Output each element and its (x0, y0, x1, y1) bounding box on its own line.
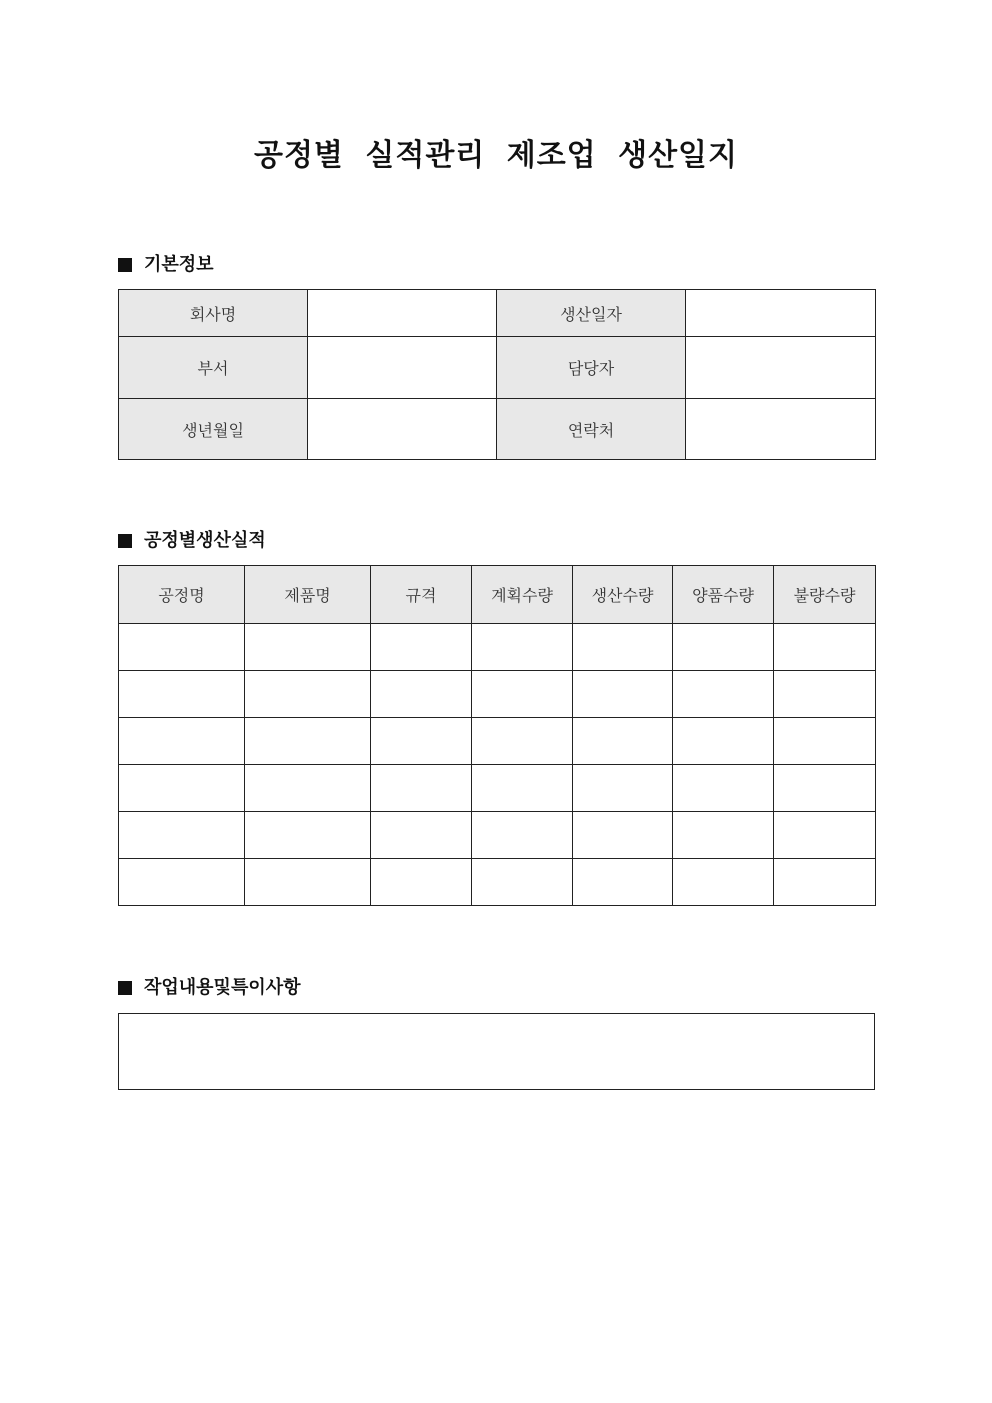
table-cell[interactable] (573, 624, 673, 671)
notes-textbox[interactable] (118, 1013, 875, 1090)
table-cell[interactable] (245, 812, 371, 859)
notes-heading (118, 976, 301, 1000)
table-cell[interactable] (472, 859, 573, 906)
column-header-process: 공정명 (119, 566, 245, 624)
table-row (119, 812, 876, 859)
table-cell[interactable] (573, 718, 673, 765)
table-cell[interactable] (472, 765, 573, 812)
square-bullet-icon (118, 258, 132, 272)
table-cell[interactable] (371, 624, 472, 671)
column-header-product: 제품명 (245, 566, 371, 624)
contact-field[interactable] (686, 399, 876, 460)
table-cell[interactable] (673, 765, 774, 812)
basic-info-row (119, 337, 876, 399)
column-header-defect-qty: 불량수량 (774, 566, 876, 624)
table-cell[interactable] (774, 765, 876, 812)
table-cell[interactable] (245, 624, 371, 671)
table-cell[interactable] (371, 859, 472, 906)
square-bullet-icon (118, 534, 132, 548)
production-heading (118, 529, 266, 553)
column-header-planned-qty: 계획수량 (472, 566, 573, 624)
table-cell[interactable] (673, 624, 774, 671)
column-header-produced-qty: 생산수량 (573, 566, 673, 624)
table-cell[interactable] (774, 624, 876, 671)
contact-label: 연락처 (497, 399, 686, 460)
production-table (118, 565, 876, 906)
table-cell[interactable] (371, 718, 472, 765)
table-cell[interactable] (673, 812, 774, 859)
table-cell[interactable] (371, 671, 472, 718)
company-name-label: 회사명 (119, 290, 308, 337)
table-cell[interactable] (245, 671, 371, 718)
table-cell[interactable] (774, 671, 876, 718)
table-cell[interactable] (673, 718, 774, 765)
birthdate-label: 생년월일 (119, 399, 308, 460)
column-header-spec: 규격 (371, 566, 472, 624)
basic-info-heading-text: 기본정보 (144, 254, 214, 275)
notes-heading-text: 작업내용및특이사항 (144, 977, 301, 998)
table-cell[interactable] (119, 859, 245, 906)
table-cell[interactable] (119, 671, 245, 718)
table-cell[interactable] (371, 765, 472, 812)
manager-label: 담당자 (497, 337, 686, 399)
table-row (119, 718, 876, 765)
basic-info-row (119, 399, 876, 460)
table-cell[interactable] (245, 718, 371, 765)
production-header-row (119, 566, 876, 624)
table-cell[interactable] (245, 859, 371, 906)
table-cell[interactable] (119, 812, 245, 859)
page-title: 공정별 실적관리 제조업 생산일지 (253, 138, 739, 173)
table-row (119, 765, 876, 812)
column-header-good-qty: 양품수량 (673, 566, 774, 624)
basic-info-heading (118, 253, 214, 277)
birthdate-field[interactable] (308, 399, 497, 460)
table-cell[interactable] (119, 765, 245, 812)
table-row (119, 859, 876, 906)
square-bullet-icon (118, 981, 132, 995)
department-field[interactable] (308, 337, 497, 399)
table-cell[interactable] (119, 624, 245, 671)
manager-field[interactable] (686, 337, 876, 399)
table-cell[interactable] (673, 671, 774, 718)
table-cell[interactable] (472, 718, 573, 765)
table-cell[interactable] (472, 812, 573, 859)
table-cell[interactable] (371, 812, 472, 859)
table-cell[interactable] (774, 718, 876, 765)
basic-info-table (118, 289, 876, 460)
table-cell[interactable] (774, 812, 876, 859)
table-cell[interactable] (774, 859, 876, 906)
production-heading-text: 공정별생산실적 (144, 530, 266, 551)
table-row (119, 624, 876, 671)
company-name-field[interactable] (308, 290, 497, 337)
table-cell[interactable] (472, 624, 573, 671)
table-cell[interactable] (245, 765, 371, 812)
table-row (119, 671, 876, 718)
table-cell[interactable] (673, 859, 774, 906)
department-label: 부서 (119, 337, 308, 399)
table-cell[interactable] (573, 765, 673, 812)
table-cell[interactable] (573, 812, 673, 859)
table-cell[interactable] (472, 671, 573, 718)
production-date-label: 생산일자 (497, 290, 686, 337)
table-cell[interactable] (573, 859, 673, 906)
table-cell[interactable] (573, 671, 673, 718)
table-cell[interactable] (119, 718, 245, 765)
production-date-field[interactable] (686, 290, 876, 337)
basic-info-row (119, 290, 876, 337)
